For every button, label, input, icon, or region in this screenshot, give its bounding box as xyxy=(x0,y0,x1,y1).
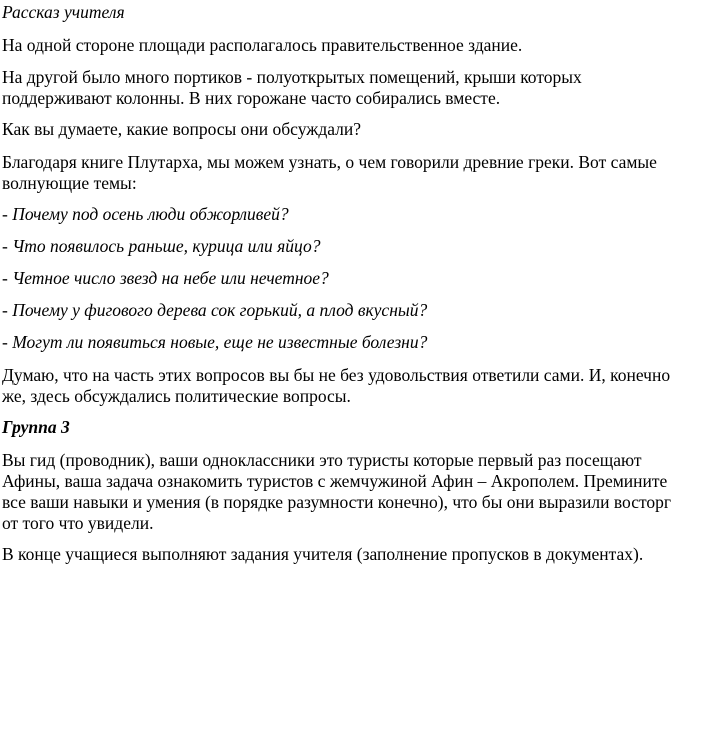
paragraph-plutarch xyxy=(2,152,702,194)
paragraph-porticos xyxy=(2,67,702,109)
paragraph-final: В конце учащиеся выполняют задания учителя (заполнение пропусков в документах). xyxy=(2,544,644,564)
paragraph-line: Афины, ваша задача ознакомить туристов с жемчужиной Афин – Акрополем. Премините xyxy=(2,471,668,491)
paragraph-line: Вы гид (проводник), ваши одноклассники это туристы которые первый раз посещают xyxy=(2,450,642,470)
paragraph-square: На одной стороне площади располагалось правительственное здание. xyxy=(2,35,523,55)
paragraph-line: волнующие темы: xyxy=(2,173,137,193)
paragraph-line: же, здесь обсуждались политические вопросы. xyxy=(2,386,351,406)
paragraph-task xyxy=(2,450,702,534)
paragraph-conclusion xyxy=(2,365,702,407)
question-item: - Почему у фигового дерева сок горький, а плод вкусный? xyxy=(2,300,428,320)
section-heading: Рассказ учителя xyxy=(2,2,125,22)
paragraph-question: Как вы думаете, какие вопросы они обсуждали? xyxy=(2,119,362,139)
paragraph-line: На другой было много портиков - полуоткрытых помещений, крыши которых xyxy=(2,67,582,87)
question-item: - Почему под осень люди обжорливей? xyxy=(2,204,289,224)
paragraph-line: все ваши навыки и умения (в порядке разумности конечно), что бы они выразили восторг xyxy=(2,492,672,512)
question-item: - Что появилось раньше, курица или яйцо? xyxy=(2,236,321,256)
question-item: - Могут ли появиться новые, еще не известные болезни? xyxy=(2,332,428,352)
paragraph-line: Думаю, что на часть этих вопросов вы бы не без удовольствия ответили сами. И, конечно xyxy=(2,365,671,385)
group-heading: Группа 3 xyxy=(2,417,70,437)
paragraph-line: Благодаря книге Плутарха, мы можем узнать, о чем говорили древние греки. Вот самые xyxy=(2,152,657,172)
paragraph-line: поддерживают колонны. В них горожане часто собирались вместе. xyxy=(2,88,501,108)
paragraph-line: от того что увидели. xyxy=(2,513,154,533)
question-item: - Четное число звезд на небе или нечетное? xyxy=(2,268,329,288)
